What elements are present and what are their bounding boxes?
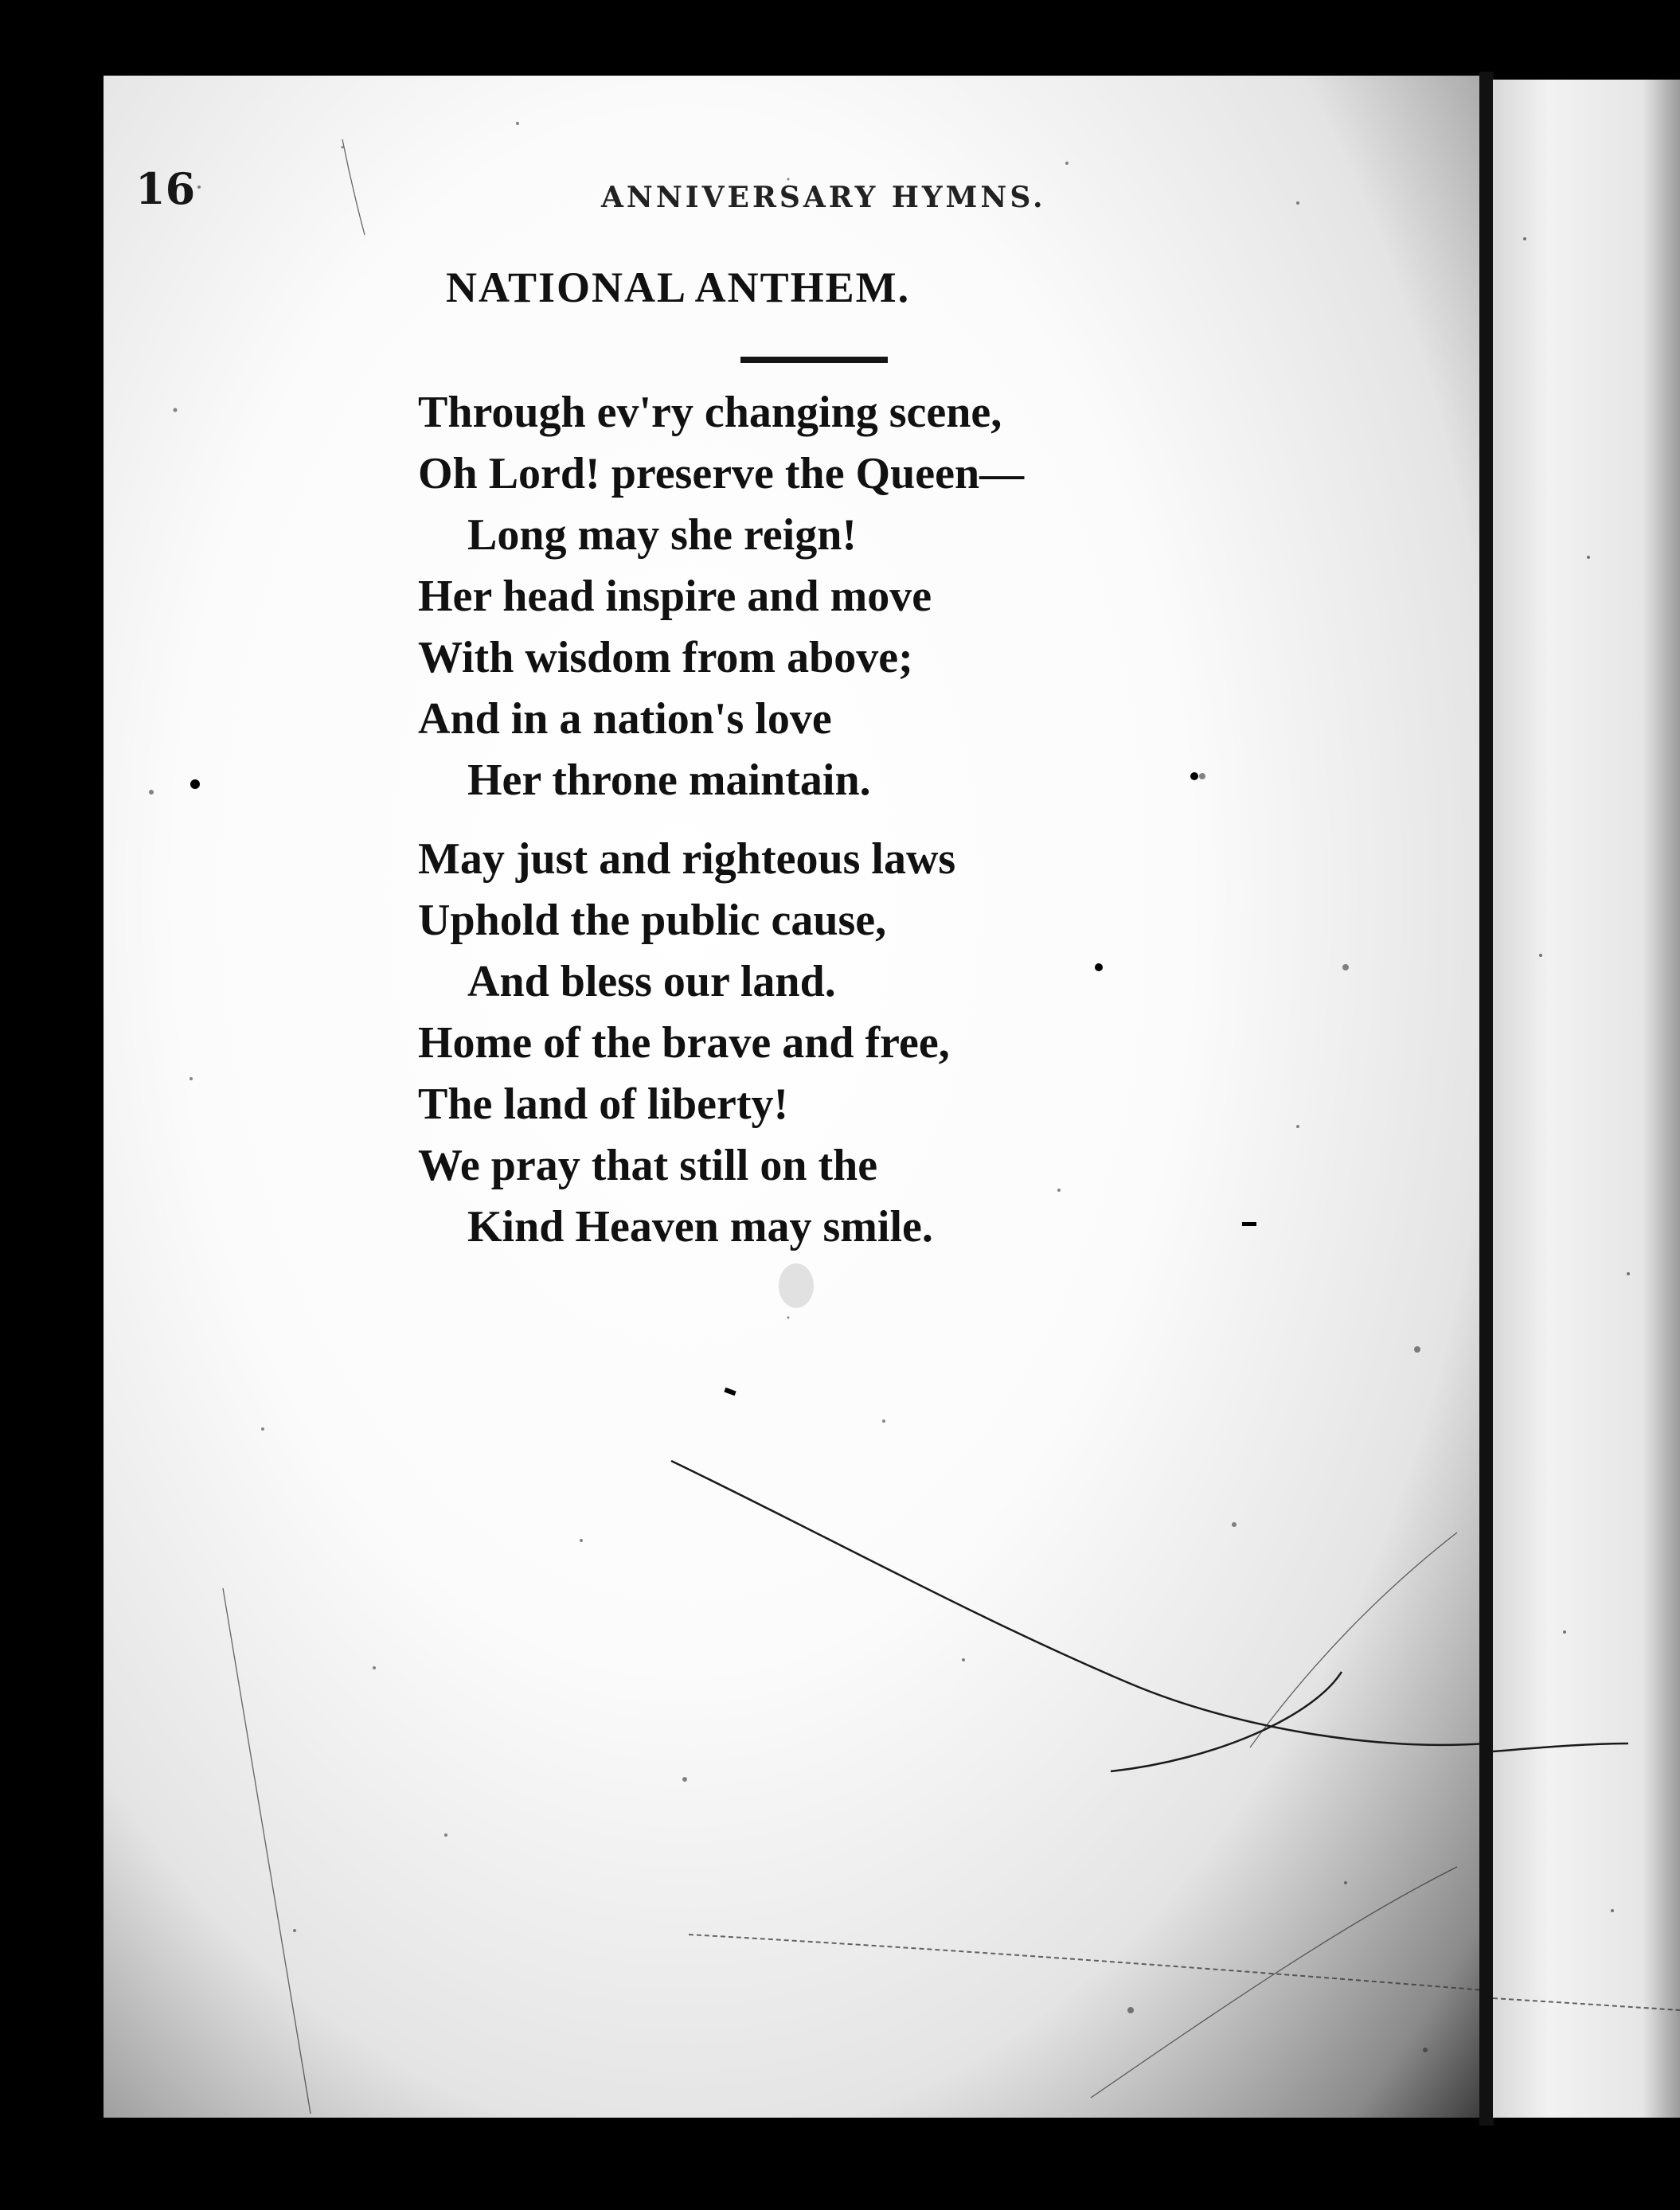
running-title: ANNIVERSARY HYMNS. (601, 181, 1046, 214)
page-number: 16 (135, 163, 196, 214)
verse-line: Kind Heaven may smile. (467, 1202, 933, 1251)
title-rule (740, 357, 888, 363)
verse-line: Through ev'ry changing scene, (418, 388, 1002, 437)
verse-line: May just and righteous laws (418, 834, 956, 884)
facing-page-edge (1493, 80, 1680, 2118)
verse-line: With wisdom from above; (418, 633, 913, 682)
hymn-title: NATIONAL ANTHEM. (446, 264, 911, 311)
verse-line: Oh Lord! preserve the Queen— (418, 449, 1025, 498)
verse-line: And in a nation's love (418, 694, 832, 744)
verse-line: Her head inspire and move (418, 572, 932, 621)
verse-line: And bless our land. (467, 957, 836, 1006)
stanza (418, 829, 1214, 1258)
hymn-text (418, 382, 1214, 1258)
facing-page-speckle (1493, 80, 1680, 2118)
verse-line: Her throne maintain. (467, 756, 871, 805)
verse-line: Long may she reign! (467, 510, 857, 560)
book-gutter (1479, 72, 1494, 2126)
verse-line: We pray that still on the (418, 1141, 878, 1190)
running-head (135, 163, 1131, 214)
stanza (418, 382, 1214, 811)
verse-line: The land of liberty! (418, 1080, 789, 1129)
verse-line: Uphold the public cause, (418, 896, 887, 945)
verse-line: Home of the brave and free, (418, 1018, 950, 1068)
